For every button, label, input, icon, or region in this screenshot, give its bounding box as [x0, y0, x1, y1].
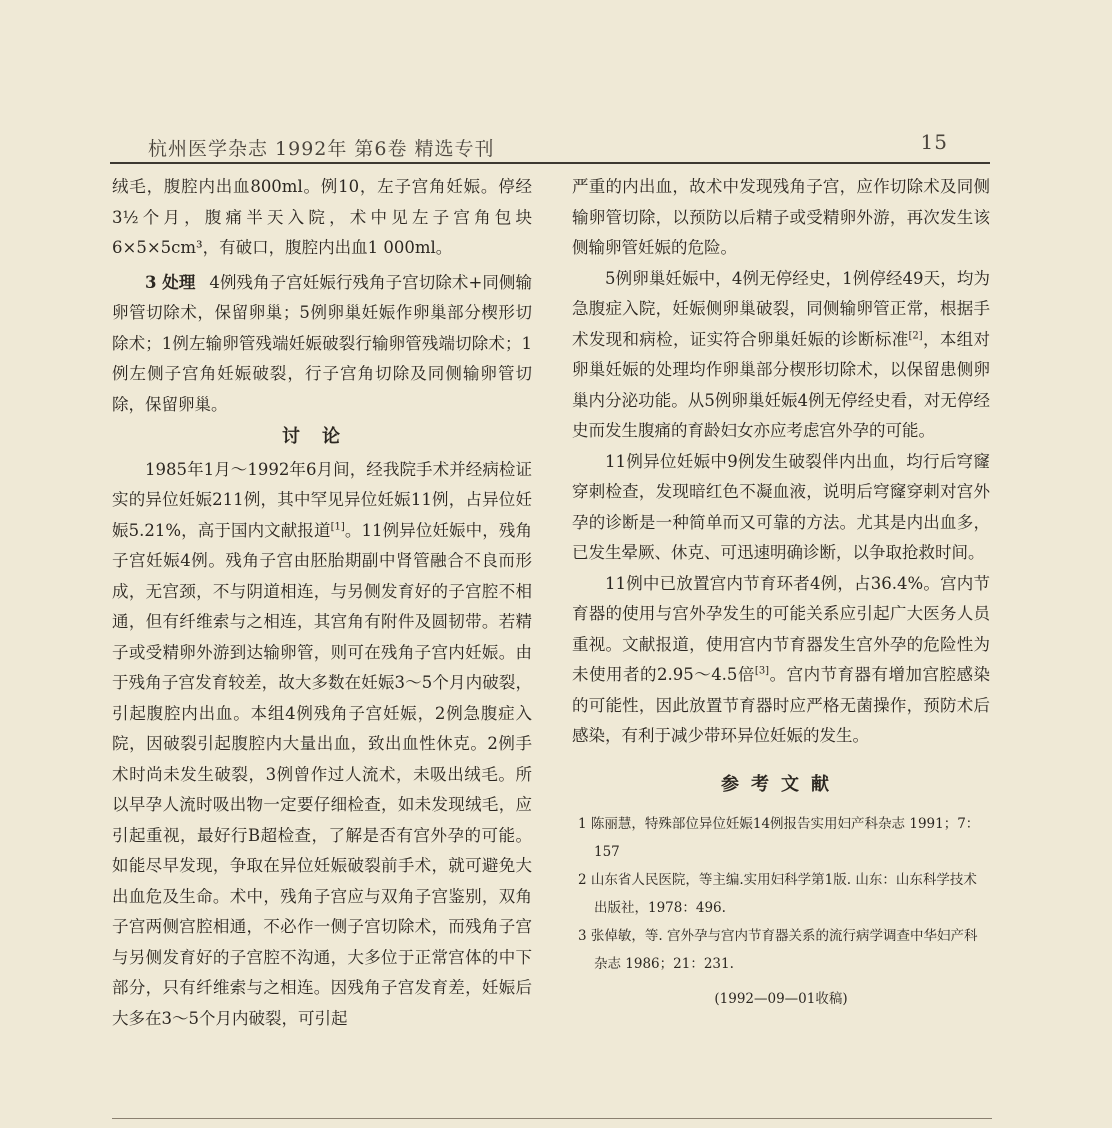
section-heading-discussion: 讨论 [282, 426, 362, 447]
paragraph: 绒毛，腹腔内出血800ml。例10，左子宫角妊娠。停经3½个月，腹痛半天入院，术中见左子宫角包块6×5×5cm³，有破口，腹腔内出血1 000ml。 [112, 177, 532, 257]
right-column [572, 172, 990, 1015]
reference-item: 2 山东省人民医院，等主编.实用妇科学第1版. 山东：山东科学技术出版社，1978：496. [578, 872, 977, 916]
received-date: (1992—09—01收稿) [714, 991, 848, 1007]
citation: [2] [908, 330, 923, 341]
treatment-text: 4例残角子宫妊娠行残角子宫切除术+同侧输卵管切除术，保留卵巢；5例卵巢妊娠作卵巢部分楔形切除术；1例左输卵管残端妊娠破裂行输卵管残端切除术；1例左侧子宫角妊娠破裂，行子宫角切除及同侧输卵管切除，保留卵巢。 [112, 272, 532, 414]
left-column [112, 172, 532, 1034]
running-header [148, 128, 968, 162]
journal-title: 杭州医学杂志 1992年 第6卷 精选专刊 [148, 138, 495, 160]
citation: [3] [754, 665, 770, 677]
treatment-paragraph [112, 268, 532, 421]
paragraph: 严重的内出血，故术中发现残角子宫，应作切除术及同侧输卵管切除，以预防以后精子或受精卵外游，再次发生该侧输卵管妊娠的危险。 [572, 177, 990, 257]
section-heading-treatment: 3 处理 [145, 272, 196, 292]
discussion-text: 。11例异位妊娠中，残角子宫妊娠4例。残角子宫由胚胎期副中肾管融合不良而形成，无宫颈，不与阴道相连，与另侧发育好的子宫腔不相通，但有纤维索与之相连，其宫角有附件及圆韧带。若精子或受精卵外游到达输卵管，则可在残角子宫内妊娠。由于残角子宫发育较差，故大多数在妊娠3～5个月内破裂，引起腹腔内出血。本组4例残角子宫妊娠，2例急腹症入院，因破裂引起腹腔内大量出血，致出血性休克。2例手术时尚未发生破裂，3例曾作过人流术，未吸出绒毛。所以早孕人流时吸出物一定要仔细检查，如未发现绒毛，应引起重视，最好行B超检查，了解是否有宫外孕的可能。如能尽早发现，争取在异位妊娠破裂前手术，就可避免大出血危及生命。术中，残角子宫应与双角子宫鉴别，双角子宫两侧宫腔相通，不必作一侧子宫切除术，而残角子宫与另侧发育好的子宫腔不沟通，大多位于正常宫体的中下部分，只有纤维索与之相连。因残角子宫发育差，妊娠后大多在3～5个月内破裂，可引起 [112, 520, 532, 1028]
paragraph-text: ，本组对卵巢妊娠的处理均作卵巢部分楔形切除术，以保留患侧卵巢内分泌功能。从5例卵巢妊娠4例无停经史看，对无停经史而发生腹痛的育龄妇女亦应考虑宫外孕的可能。 [572, 329, 991, 440]
paragraph-text: 。宫内节育器有增加宫腔感染的可能性，因此放置节育器时应严格无菌操作，预防术后感染，有利于减少带环异位妊娠的发生。 [572, 665, 991, 745]
citation: [1] [330, 521, 345, 532]
discussion-text: 1985年1月～1992年6月间，经我院手术并经病检证实的异位妊娠211例，其中罕见异位妊娠11例，占异位妊娠5.21%，高于国内文献报道 [112, 459, 532, 540]
discussion-paragraph [112, 455, 532, 1035]
header-rule [110, 162, 990, 164]
paragraph: 11例异位妊娠中9例发生破裂伴内出血，均行后穹窿穿刺检查，发现暗红色不凝血液，说明后穹窿穿刺对宫外孕的诊断是一种简单而又可靠的方法。尤其是内出血多，已发生晕厥、休克、可迅速明确诊断，以争取抢救时间。 [572, 451, 990, 562]
reference-item: 1 陈丽慧，特殊部位异位妊娠14例报告实用妇产科杂志 1991；7：157 [578, 816, 980, 860]
reference-item: 3 张倬敏，等. 宫外孕与宫内节育器关系的流行病学调查中华妇产科杂志 1986；21：231. [578, 928, 978, 972]
paragraph-text: 11例中已放置宫内节育环者4例，占36.4%。宫内节育器的使用与宫外孕发生的可能关系应引起广大医务人员重视。文献报道，使用宫内节育器发生宫外孕的危险性为未使用者的2.95～4.5倍 [572, 573, 990, 684]
paragraph [572, 264, 990, 447]
references-heading: 参考文献 [721, 773, 841, 795]
paragraph [572, 569, 990, 752]
footer-rule [112, 1118, 992, 1119]
page-number: 15 [920, 130, 948, 154]
paragraph-text: 5例卵巢妊娠中，4例无停经史，1例停经49天，均为急腹症入院，妊娠侧卵巢破裂，同侧输卵管正常，根据手术发现和病检，证实符合卵巢妊娠的诊断标准 [572, 268, 990, 349]
